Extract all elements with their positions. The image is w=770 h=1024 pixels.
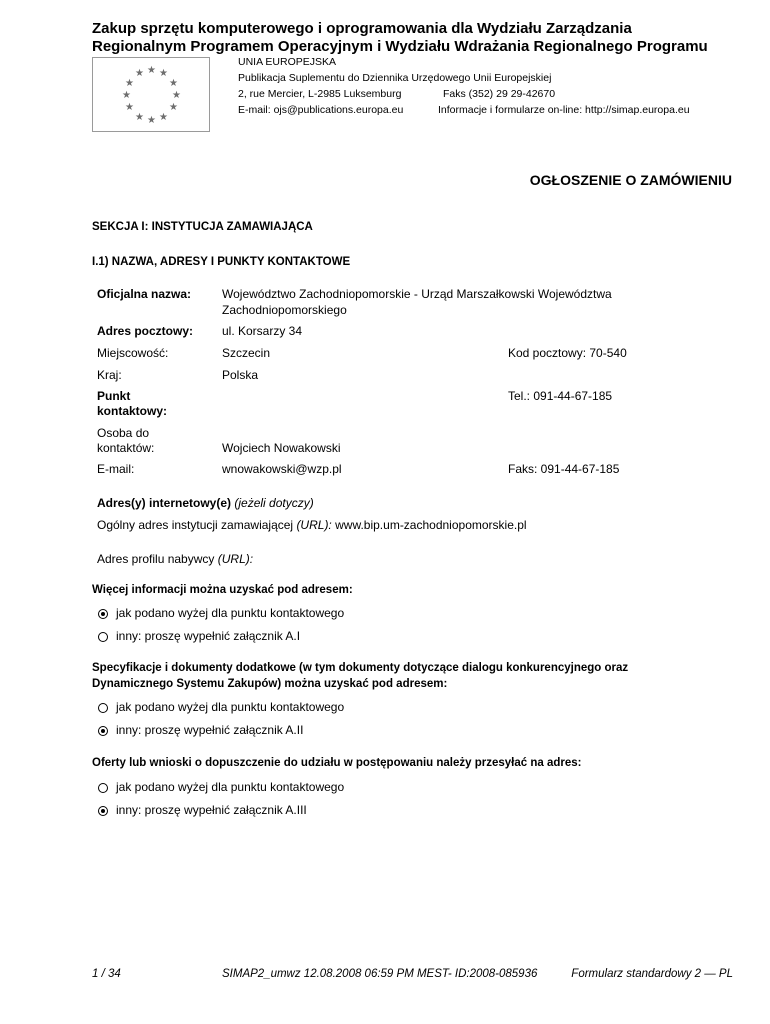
document-title-line2: Regionalnym Programem Operacyjnym i Wydziału Wdrażania Regionalnego Programu bbox=[92, 38, 708, 55]
specs-question-line2: Dynamicznego Systemu Zakupów) można uzyskać pod adresem: bbox=[92, 678, 448, 690]
specs-option-1: jak podano wyżej dla punktu kontaktowego bbox=[116, 700, 345, 714]
star-icon: ★ bbox=[147, 115, 156, 126]
footer-page-number: 1 / 34 bbox=[92, 968, 121, 980]
more-info-radio-2[interactable] bbox=[98, 632, 108, 642]
official-name-line1: Województwo Zachodniopomorskie - Urząd Marszałkowski Województwa bbox=[222, 287, 612, 301]
country: Polska bbox=[222, 368, 259, 382]
star-icon: ★ bbox=[169, 78, 178, 89]
general-address-row bbox=[97, 518, 527, 532]
star-icon: ★ bbox=[135, 112, 144, 123]
general-address-label: Ogólny adres instytucji zamawiającej bbox=[97, 518, 294, 532]
contact-person-label-line2: kontaktów: bbox=[97, 441, 155, 455]
buyer-profile-url-hint: (URL): bbox=[217, 552, 254, 566]
star-icon: ★ bbox=[159, 68, 168, 79]
contact-point-label-line2: kontaktowy: bbox=[97, 404, 168, 418]
offers-radio-2[interactable] bbox=[98, 806, 108, 816]
specs-option-2: inny: proszę wypełnić załącznik A.II bbox=[116, 723, 304, 737]
star-icon: ★ bbox=[147, 65, 156, 76]
buyer-profile-row bbox=[97, 552, 253, 566]
section-heading: SEKCJA I: INSTYTUCJA ZAMAWIAJĄCA bbox=[92, 221, 313, 233]
footer-form-name: Formularz standardowy 2 — PL bbox=[571, 968, 733, 980]
internet-label: Adres(y) internetowy(e) bbox=[97, 496, 232, 510]
country-label: Kraj: bbox=[97, 368, 122, 382]
contact-person: Wojciech Nowakowski bbox=[222, 441, 341, 455]
specs-radio-1[interactable] bbox=[98, 703, 108, 713]
general-address: www.bip.um-zachodniopomorskie.pl bbox=[335, 518, 527, 532]
offers-option-1: jak podano wyżej dla punktu kontaktowego bbox=[116, 780, 345, 794]
phone: Tel.: 091-44-67-185 bbox=[508, 389, 613, 403]
star-icon: ★ bbox=[122, 90, 131, 101]
notice-title: OGŁOSZENIE O ZAMÓWIENIU bbox=[529, 172, 732, 188]
publisher-info: Informacje i formularze on-line: http://simap.europa.eu bbox=[438, 104, 690, 116]
publisher-email: E-mail: ojs@publications.europa.eu bbox=[238, 104, 404, 116]
fax: Faks: 091-44-67-185 bbox=[508, 462, 620, 476]
postal-code: Kod pocztowy: 70-540 bbox=[508, 346, 627, 360]
more-info-option-1: jak podano wyżej dla punktu kontaktowego bbox=[116, 606, 345, 620]
buyer-profile-label: Adres profilu nabywcy bbox=[97, 552, 215, 566]
publisher-address: 2, rue Mercier, L-2985 Luksemburg bbox=[238, 88, 402, 100]
star-icon: ★ bbox=[169, 102, 178, 113]
star-icon: ★ bbox=[159, 112, 168, 123]
email: wnowakowski@wzp.pl bbox=[222, 462, 342, 476]
star-icon: ★ bbox=[125, 78, 134, 89]
more-info-radio-1[interactable] bbox=[98, 609, 108, 619]
document-title-line1: Zakup sprzętu komputerowego i oprogramowania dla Wydziału Zarządzania bbox=[92, 20, 632, 37]
city-label: Miejscowość: bbox=[97, 346, 169, 360]
footer-document-id: SIMAP2_umwz 12.08.2008 06:59 PM MEST- ID:2008-085936 bbox=[222, 968, 538, 980]
publisher-publication: Publikacja Suplementu do Dziennika Urzędowego Unii Europejskiej bbox=[238, 72, 552, 84]
specs-question-line1: Specyfikacje i dokumenty dodatkowe (w tym dokumenty dotyczące dialogu konkurencyjnego oraz bbox=[92, 662, 629, 674]
offers-question: Oferty lub wnioski o dopuszczenie do udziału w postępowaniu należy przesyłać na adres: bbox=[92, 757, 582, 769]
offers-radio-1[interactable] bbox=[98, 783, 108, 793]
postal-address: ul. Korsarzy 34 bbox=[222, 324, 303, 338]
star-icon: ★ bbox=[172, 90, 181, 101]
internet-hint: (jeżeli dotyczy) bbox=[234, 496, 314, 510]
more-info-question: Więcej informacji można uzyskać pod adresem: bbox=[92, 584, 353, 596]
specs-radio-2[interactable] bbox=[98, 726, 108, 736]
general-address-url-hint: (URL): bbox=[296, 518, 332, 532]
internet-address-heading bbox=[97, 496, 314, 510]
star-icon: ★ bbox=[125, 102, 134, 113]
official-name-line2: Zachodniopomorskiego bbox=[222, 303, 347, 317]
postal-address-label: Adres pocztowy: bbox=[97, 324, 194, 338]
publisher-fax: Faks (352) 29 29-42670 bbox=[443, 88, 556, 100]
contact-person-label-line1: Osoba do bbox=[97, 426, 150, 440]
contact-point-label-line1: Punkt bbox=[97, 389, 131, 403]
city: Szczecin bbox=[222, 346, 271, 360]
official-name-label: Oficjalna nazwa: bbox=[97, 287, 192, 301]
publisher-name: UNIA EUROPEJSKA bbox=[238, 56, 337, 68]
more-info-option-2: inny: proszę wypełnić załącznik A.I bbox=[116, 629, 301, 643]
star-icon: ★ bbox=[135, 68, 144, 79]
email-label: E-mail: bbox=[97, 462, 135, 476]
eu-flag-logo bbox=[92, 57, 210, 132]
offers-option-2: inny: proszę wypełnić załącznik A.III bbox=[116, 803, 307, 817]
subsection-heading: I.1) NAZWA, ADRESY I PUNKTY KONTAKTOWE bbox=[92, 256, 351, 268]
